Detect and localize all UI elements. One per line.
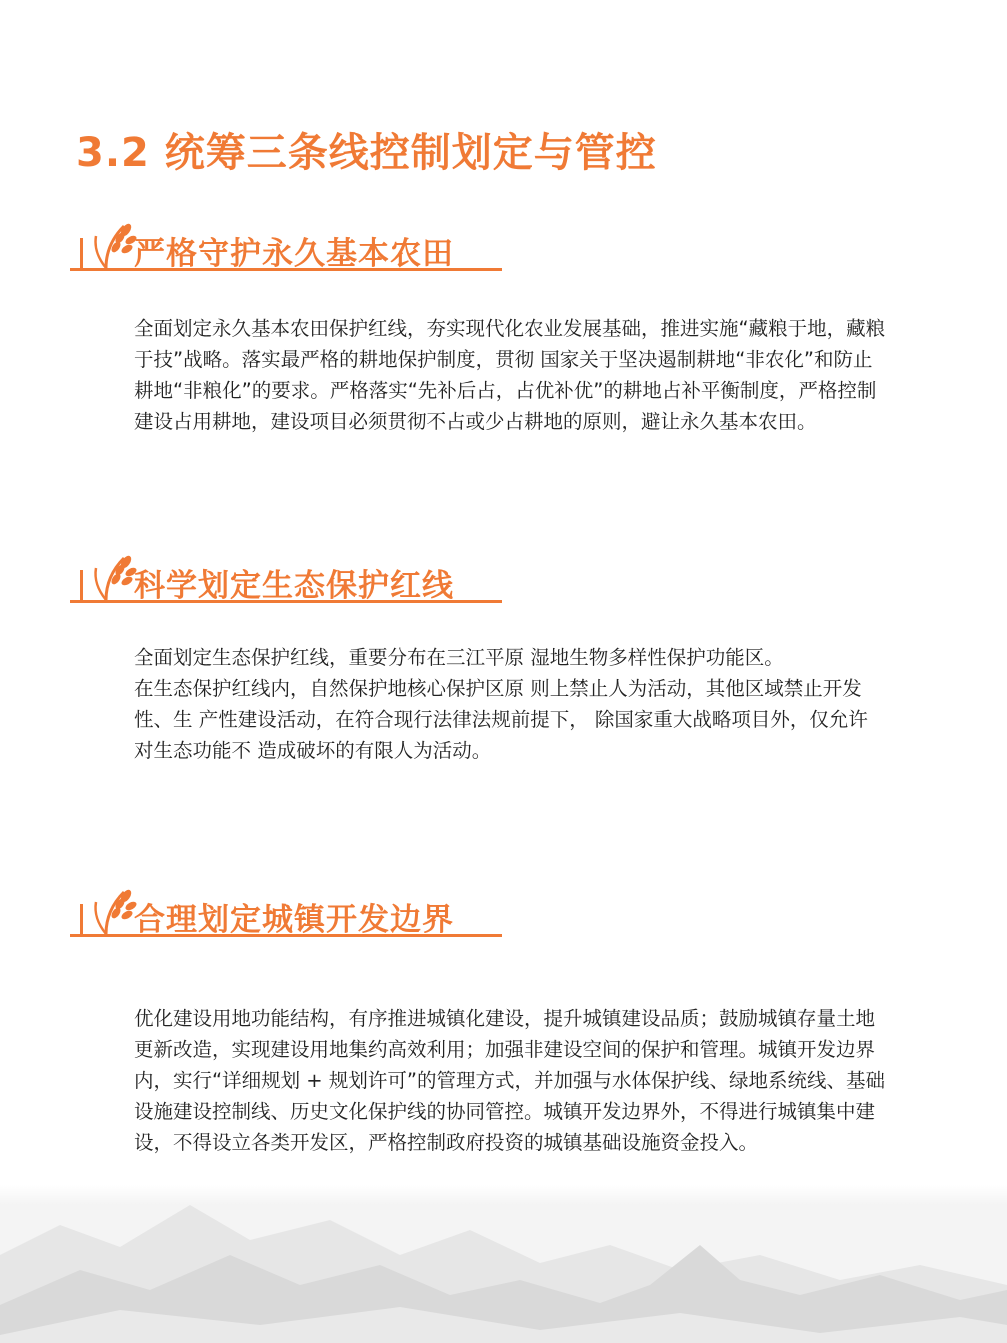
heading-bracket	[80, 904, 83, 934]
section-3-paragraph: 优化建设用地功能结构，有序推进城镇化建设，提升城镇建设品质；鼓励城镇存量土地更新改造，实现建设用地集约高效利用；加强非建设空间的保护和管理。城镇开发边界内，实行“详细规划 + 规划许可”的管理方式，并加强与水体保护线、绿地系统线、基础设施建设控制线、历史文化保护线的协同管控。城镇开发边界外，不得进行城镇集中建设，不得设立各类开发区，严格控制政府投资的城镇基础设施资金投入。	[134, 1007, 885, 1154]
heading-bracket	[80, 238, 83, 268]
section-heading-1	[70, 222, 502, 271]
rice-stalk-icon	[84, 218, 140, 270]
section-heading-3	[70, 888, 502, 937]
page-title: 3.2 统筹三条线控制划定与管控	[76, 129, 657, 176]
section-heading-text: 严格守护永久基本农田	[134, 236, 454, 272]
rice-stalk-icon	[84, 550, 140, 602]
section-heading-text: 合理划定城镇开发边界	[134, 902, 454, 938]
section-heading-text: 科学划定生态保护红线	[134, 568, 454, 604]
section-heading-2	[70, 554, 502, 603]
rice-stalk-icon	[84, 884, 140, 936]
section-2-paragraph-2: 在生态保护红线内，自然保护地核心保护区原 则上禁止人为活动，其他区域禁止开发性、生 产性建设活动，在符合现行法律法规前提下， 除国家重大战略项目外，仅允许对生态功能不 造成破坏的有限人为活动。	[134, 677, 868, 762]
heading-bracket	[80, 570, 83, 600]
mountain-background-image	[0, 1185, 1007, 1343]
section-2-paragraph-1: 全面划定生态保护红线，重要分布在三江平原 湿地生物多样性保护功能区。	[134, 646, 784, 669]
section-1-paragraph: 全面划定永久基本农田保护红线，夯实现代化农业发展基础，推进实施“藏粮于地，藏粮于技”战略。落实最严格的耕地保护制度，贯彻 国家关于坚决遏制耕地“非农化”和防止耕地“非粮化”的要求。严格落实“先补后占，占优补优”的耕地占补平衡制度，严格控制建设占用耕地，建设项目必须贯彻不占或少占耕地的原则，避让永久基本农田。	[134, 317, 886, 433]
